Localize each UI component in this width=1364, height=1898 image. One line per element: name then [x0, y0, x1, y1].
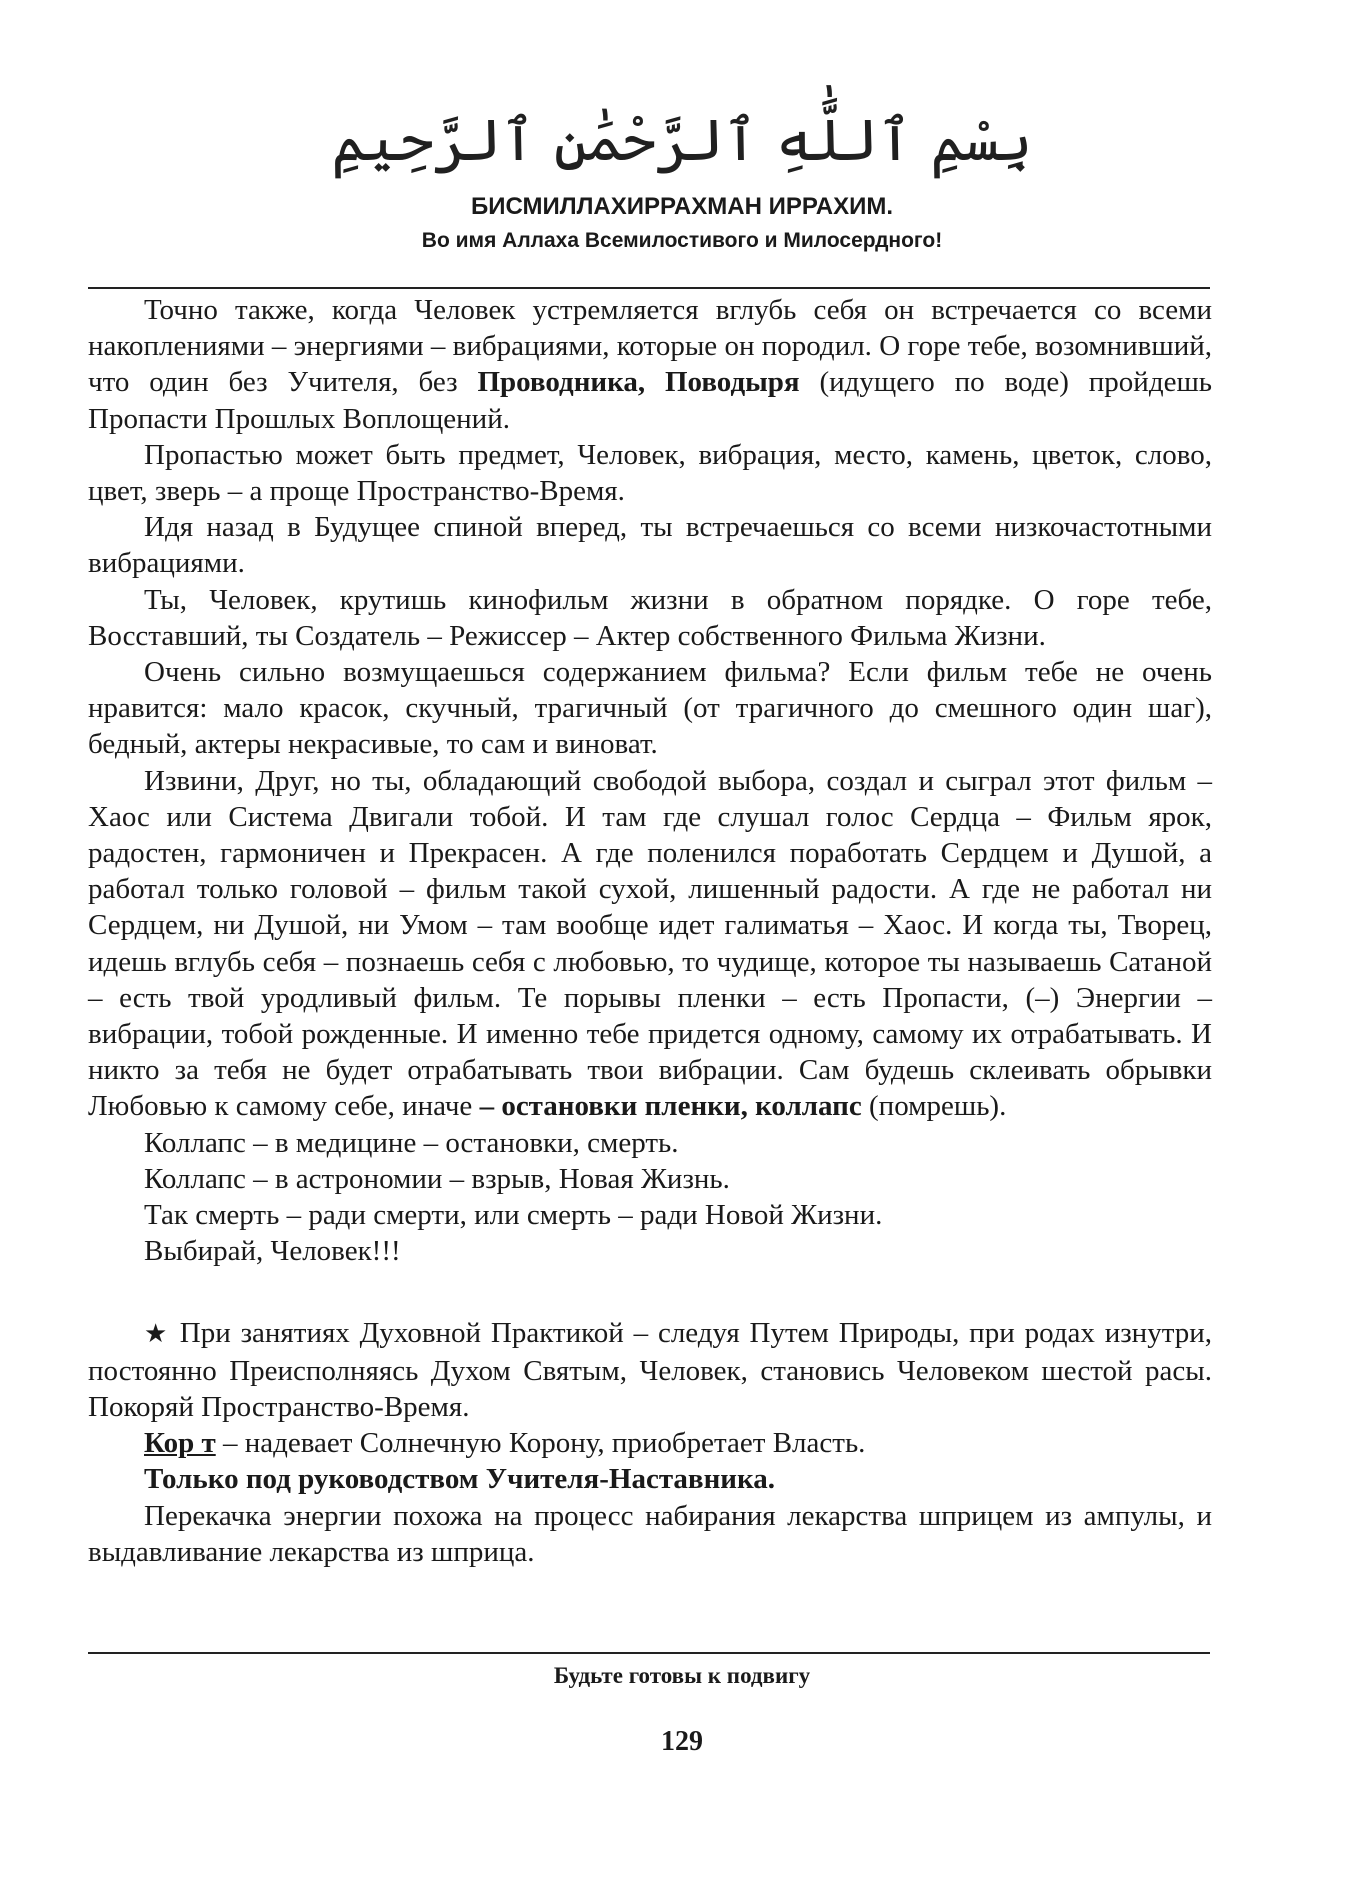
last-paragraph: Перекачка энергии похожа на процесс набирания лекарства шприцем из ампулы, и выдавливание лекарства из шприца. — [88, 1499, 1212, 1568]
kort-paragraph: Кор т – надевает Солнечную Корону, приобретает Власть. — [144, 1427, 866, 1460]
paragraph-10: Выбирай, Человек!!! — [144, 1235, 401, 1268]
header-title: БИСМИЛЛАХИРРАХМАН ИРРАХИМ. — [470, 193, 893, 220]
paragraph-4: Ты, Человек, крутишь кинофильм жизни в обратном порядке. О горе тебе, Восставший, ты Создатель – Режиссер – Актер собственного Фильма Жизни. — [88, 583, 1212, 652]
paragraph-7: Коллапс – в медицине – остановки, смерть. — [144, 1126, 679, 1159]
page-number: 129 — [661, 1726, 703, 1757]
paragraph-1: Точно также, когда Человек устремляется вглубь себя он встречается со всеми накоплениями – энергиями – вибрациями, которые он породил. О горе тебе, возомнивший, что один без Учителя, без Проводника, Поводыря (идущего по воде) пройдешь Пропасти Прошлых Воплощений. — [88, 294, 1213, 435]
top-divider — [88, 287, 1210, 289]
paragraph-8: Коллапс – в астрономии – взрыв, Новая Жизнь. — [144, 1162, 730, 1195]
bottom-divider — [88, 1652, 1210, 1654]
note-paragraph: ★ При занятиях Духовной Практикой – следуя Путем Природы, при родах изнутри, постоянно Преисполняясь Духом Святым, Человек, становись Человеком шестой расы. Покоряй Пространство-Время. — [88, 1317, 1212, 1423]
header-subtitle: Во имя Аллаха Всемилостивого и Милосердного! — [421, 229, 943, 252]
page-header — [0, 100, 1364, 256]
bold-phrase-collapse: – остановки пленки, коллапс — [479, 1090, 862, 1123]
footer-motto: Будьте готовы к подвигу — [553, 1663, 811, 1688]
paragraph-gap — [88, 1269, 1212, 1315]
body-text — [88, 292, 1212, 1570]
star-icon: ★ — [144, 1319, 170, 1349]
bold-phrase-guide: Проводника, Поводыря — [477, 366, 800, 399]
kort-term: Кор т — [144, 1427, 216, 1460]
paragraph-9: Так смерть – ради смерти, или смерть – ради Новой Жизни. — [144, 1199, 883, 1232]
paragraph-5: Очень сильно возмущаешься содержанием фильма? Если фильм тебе не очень нравится: мало красок, скучный, трагичный (от трагичного до смешного один шаг), бедный, актеры некрасивые, то сам и виноват. — [88, 656, 1212, 761]
guidance-paragraph: Только под руководством Учителя-Наставника. — [144, 1463, 776, 1496]
paragraph-6: Извини, Друг, но ты, обладающий свободой выбора, создал и сыграл этот фильм – Хаос или Система Двигали тобой. И там где слушал голос Сердца – Фильм ярок, радостен, гармоничен и Прекрасен. А где поленился поработать Сердцем и Душой, а работал только головой – фильм такой сухой, лишенный радости. А где не работал ни Сердцем, ни Душой, ни Умом – там вообще идет галиматья – Хаос. И когда ты, Творец, идешь вглубь себя – познаешь себя с любовью, то чудище, которое ты называешь Сатаной – есть твой уродливый фильм. Те порывы пленки – есть Пропасти, (–) Энергии – вибрации, тобой рожденные. И именно тебе придется одному, самому их отрабатывать. И никто за тебя не будет отрабатывать твои вибрации. Сам будешь склеивать обрывки Любовью к самому себе, иначе – остановки пленки, коллапс (помрешь). — [88, 764, 1212, 1123]
paragraph-2: Пропастью может быть предмет, Человек, вибрация, место, камень, цветок, слово, цвет, зверь – а проще Пространство-Время. — [88, 438, 1212, 508]
paragraph-3: Идя назад в Будущее спиной вперед, ты встречаешься со всеми низкочастотными вибрациями. — [88, 511, 1212, 580]
arabic-calligraphy-basmala: بِسْمِ ٱللَّٰهِ ٱلرَّحْمَٰنِ ٱلرَّحِيمِ — [331, 106, 1033, 174]
